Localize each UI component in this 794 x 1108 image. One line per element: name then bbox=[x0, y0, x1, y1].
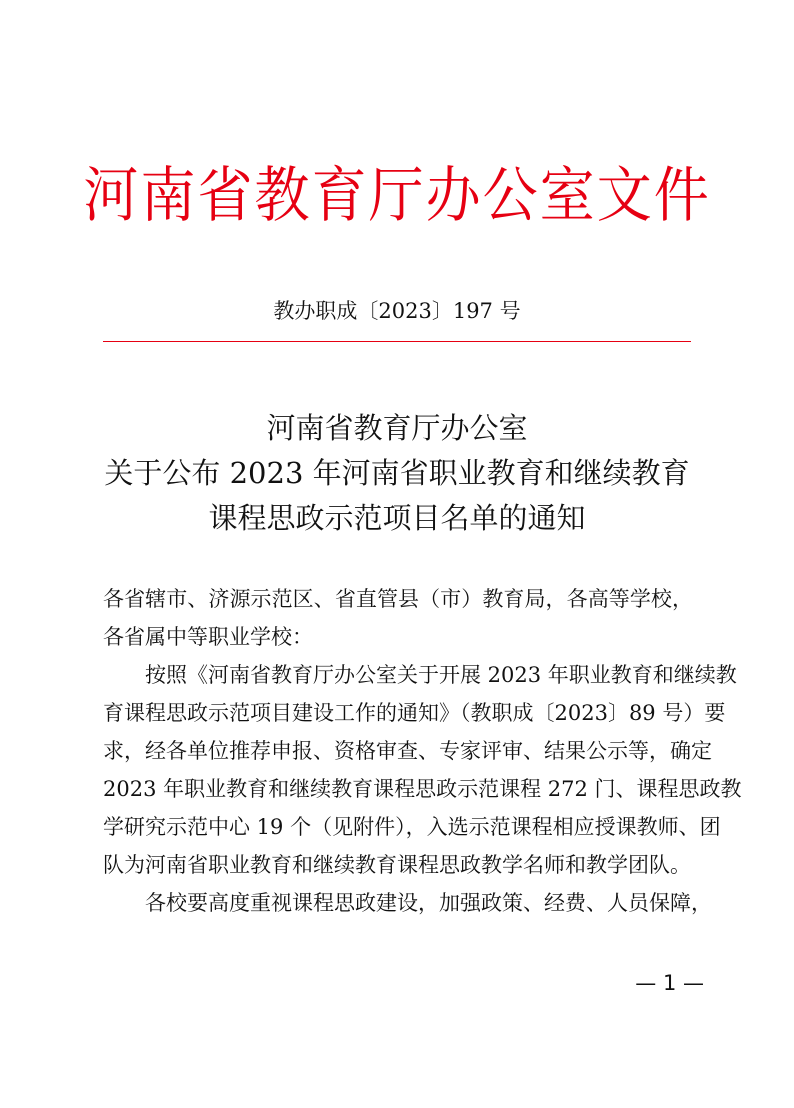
page-number: — 1 — bbox=[635, 971, 704, 995]
body-line: 育课程思政示范项目建设工作的通知》（教职成〔2023〕89 号）要 bbox=[103, 701, 726, 725]
notice-body bbox=[103, 580, 742, 922]
title-line: 关于公布 2023 年河南省职业教育和继续教育 bbox=[104, 456, 690, 490]
recipients-line: 各省属中等职业学校： bbox=[103, 625, 313, 649]
notice-title bbox=[0, 406, 794, 541]
body-line: 2023 年职业教育和继续教育课程思政示范课程 272 门、课程思政教 bbox=[103, 777, 742, 801]
title-line: 课程思政示范项目名单的通知 bbox=[208, 501, 586, 535]
body-line: 求，经各单位推荐申报、资格审查、专家评审、结果公示等，确定 bbox=[103, 739, 712, 763]
body-line: 各校要高度重视课程思政建设，加强政策、经费、人员保障， bbox=[145, 891, 712, 915]
body-line: 按照《河南省教育厅办公室关于开展 2023 年职业教育和继续教 bbox=[145, 663, 737, 687]
header-red-divider bbox=[103, 341, 691, 342]
body-line: 学研究示范中心 19 个（见附件），入选示范课程相应授课教师、团 bbox=[103, 815, 721, 839]
agency-header-title: 河南省教育厅办公室文件 bbox=[83, 161, 711, 231]
recipients-line: 各省辖市、济源示范区、省直管县（市）教育局，各高等学校， bbox=[103, 587, 693, 611]
title-line: 河南省教育厅办公室 bbox=[266, 411, 528, 445]
document-number: 教办职成〔2023〕197 号 bbox=[273, 299, 521, 323]
body-line: 队为河南省职业教育和继续教育课程思政教学名师和教学团队。 bbox=[103, 853, 691, 877]
